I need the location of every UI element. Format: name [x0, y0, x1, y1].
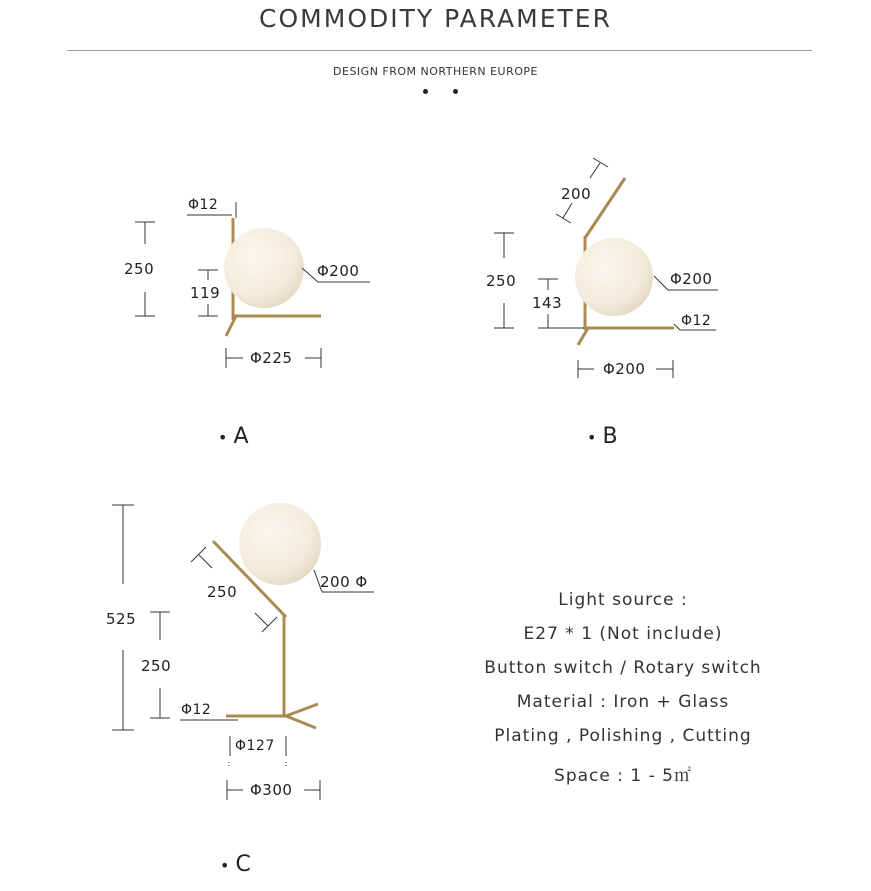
spec-material: Material : Iron + Glass — [516, 692, 730, 712]
lamp-b-lower-height: 143 — [532, 294, 563, 312]
page-subtitle: DESIGN FROM NORTHERN EUROPE — [333, 65, 538, 78]
lamp-a-drawing — [224, 218, 321, 336]
lamp-b-height: 250 — [486, 272, 517, 290]
spec-space: Space : 1 - 5㎡ — [554, 766, 692, 786]
spec-list — [470, 588, 776, 798]
spec-light-source: Light source : — [558, 590, 688, 610]
lamp-c-arm-length: 250 — [207, 583, 238, 601]
lamp-b-arm-length: 200 — [561, 185, 592, 203]
lamp-a-label: • A — [218, 424, 249, 449]
lamp-b-drawing — [575, 178, 674, 345]
lamp-c-total-height: 525 — [106, 610, 137, 628]
lamp-b-label: • B — [587, 424, 618, 449]
lamp-a-base-diameter: Φ225 — [250, 349, 293, 367]
lamp-c-base-diameter: Φ300 — [250, 781, 293, 799]
lamp-c-foot-diameter: Φ127 — [235, 738, 275, 754]
page-title: COMMODITY PARAMETER — [259, 4, 612, 33]
lamp-a-lower-height: 119 — [190, 284, 221, 302]
spec-switch: Button switch / Rotary switch — [484, 658, 762, 678]
lamp-c-rod-diameter: Φ12 — [181, 702, 212, 718]
lamp-c-globe-diameter: 200 Φ — [320, 573, 368, 591]
spec-finish: Plating , Polishing , Cutting — [494, 726, 752, 746]
lamp-b-rod-diameter: Φ12 — [681, 313, 712, 329]
lamp-c-drawing — [213, 503, 321, 728]
lamp-c-label: • C — [220, 852, 251, 877]
spec-bulb: E27 * 1 (Not include) — [523, 624, 723, 644]
lamp-b-globe-diameter: Φ200 — [670, 270, 713, 288]
lamp-c-height: 250 — [141, 657, 172, 675]
lamp-b-base-diameter: Φ200 — [603, 360, 646, 378]
lamp-a-height: 250 — [124, 260, 155, 278]
lamp-a-globe-diameter: Φ200 — [317, 262, 360, 280]
lamp-a-rod-diameter: Φ12 — [188, 197, 219, 213]
